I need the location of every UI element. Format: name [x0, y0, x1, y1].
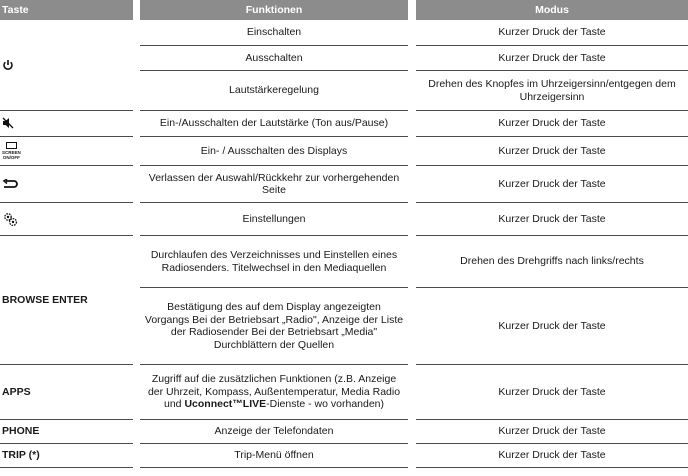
browse-function-1: Durchlaufen des Verzeichnisses und Einstellen eines Radiosenders. Titelwechsel in den Mediaquellen	[140, 236, 408, 288]
browse-enter-key: BROWSE ENTER	[0, 236, 133, 365]
trip-key: TRIP (*)	[0, 444, 133, 468]
mute-mode: Kurzer Druck der Taste	[416, 111, 688, 137]
apps-key: APPS	[0, 365, 133, 420]
phone-mode: Kurzer Druck der Taste	[416, 420, 688, 444]
power-mode-3: Drehen des Knopfes im Uhrzeigersinn/entgegen dem Uhrzeigersinn	[416, 71, 688, 111]
power-key-cell	[0, 20, 133, 111]
table-row	[0, 166, 688, 203]
mute-key-cell	[0, 111, 133, 137]
table-row	[0, 365, 688, 420]
header-funktionen: Funktionen	[140, 0, 408, 20]
screen-key-cell	[0, 137, 133, 166]
table-row	[0, 137, 688, 166]
phone-key: PHONE	[0, 420, 133, 444]
power-mode-1: Kurzer Druck der Taste	[416, 20, 688, 46]
mute-speaker-icon	[2, 117, 14, 129]
table-row	[0, 236, 688, 288]
settings-gears-icon	[2, 211, 18, 227]
trip-function: Trip-Menü öffnen	[140, 444, 408, 468]
uconnect-live-label: Uconnect™LIVE	[184, 398, 267, 411]
table-row	[0, 420, 688, 444]
apps-function: Zugriff auf die zusätzlichen Funktionen (z.B. Anzeige der Uhrzeit, Kompass, Außentemperatur, Media Radio und Uconnect™LIVE-Dienste - wo vorhanden)	[140, 365, 408, 420]
header-modus: Modus	[416, 0, 688, 20]
back-arrow-icon	[2, 179, 18, 189]
power-mode-2: Kurzer Druck der Taste	[416, 46, 688, 71]
trip-mode: Kurzer Druck der Taste	[416, 444, 688, 468]
settings-function: Einstellungen	[140, 203, 408, 236]
header-row	[0, 0, 688, 20]
table-row	[0, 444, 688, 468]
browse-function-2: Bestätigung des auf dem Display angezeigten Vorgangs Bei der Betriebsart „Radio", Anzeige der Liste der Radiosender Bei der Betriebsart „Media" Durchblättern der Quellen	[140, 288, 408, 365]
phone-function: Anzeige der Telefondaten	[140, 420, 408, 444]
back-mode: Kurzer Druck der Taste	[416, 166, 688, 203]
power-function-2: Ausschalten	[140, 46, 408, 71]
screen-on-off-icon: SCREEN ON/OFF	[2, 142, 21, 160]
browse-mode-2: Kurzer Druck der Taste	[416, 288, 688, 365]
table-row	[0, 111, 688, 137]
back-function: Verlassen der Auswahl/Rückkehr zur vorhergehenden Seite	[140, 166, 408, 203]
power-function-3: Lautstärkeregelung	[140, 71, 408, 111]
screen-function: Ein- / Ausschalten des Displays	[140, 137, 408, 166]
table-row	[0, 20, 688, 46]
settings-mode: Kurzer Druck der Taste	[416, 203, 688, 236]
header-taste: Taste	[0, 0, 133, 20]
mute-function: Ein-/Ausschalten der Lautstärke (Ton aus/Pause)	[140, 111, 408, 137]
settings-key-cell	[0, 203, 133, 236]
power-function-1: Einschalten	[140, 20, 408, 46]
power-icon	[2, 59, 14, 71]
apps-mode: Kurzer Druck der Taste	[416, 365, 688, 420]
table-row	[0, 203, 688, 236]
screen-mode: Kurzer Druck der Taste	[416, 137, 688, 166]
back-key-cell	[0, 166, 133, 203]
browse-mode-1: Drehen des Drehgriffs nach links/rechts	[416, 236, 688, 288]
